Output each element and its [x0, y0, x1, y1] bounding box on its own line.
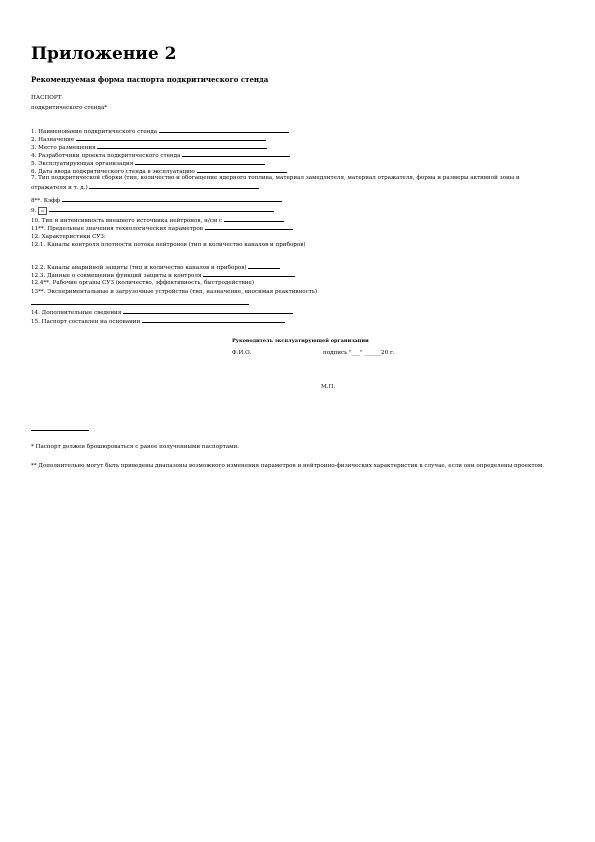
page-title: Приложение 2	[31, 44, 177, 64]
item-10-label: 10. Тип и интенсивность внешнего источника нейтронов, н/см с	[31, 218, 223, 224]
signature-date-label: подпись "___" ______20 г.	[323, 350, 395, 356]
item-8	[31, 195, 282, 205]
passport-subheading: подкритического стенда*	[31, 105, 108, 111]
image-placeholder-icon: ▫	[38, 207, 47, 215]
item-13: 13**. Экспериментальные и загрузочные устройства (тип, назначение, вносимая реактивность)	[31, 289, 318, 295]
item-5-field[interactable]	[135, 158, 265, 165]
item-15-label: 15. Паспорт составлен на основании	[31, 319, 141, 325]
item-10-field[interactable]	[224, 215, 284, 222]
item-12-2-label: 12.2. Каналы аварийной защиты (тип и количество каналов и приборов)	[31, 265, 247, 271]
item-6-field[interactable]	[197, 166, 287, 173]
item-4-field[interactable]	[182, 150, 290, 157]
item-14-label: 14. Дополнительные сведения	[31, 310, 122, 316]
item-12: 12. Характеристики СУЗ:	[31, 234, 106, 240]
item-5-label: 5. Эксплуатирующая организация	[31, 161, 134, 167]
item-9	[31, 205, 274, 215]
item-12-3-label: 12.3. Данные о совмещении функций защиты и контроля	[31, 273, 202, 279]
item-1-field[interactable]	[159, 126, 289, 133]
item-8-field[interactable]	[62, 195, 282, 202]
item-8-label: 8**. Кэфф	[31, 198, 60, 204]
passport-heading: ПАСПОРТ	[31, 95, 62, 101]
item-7-label: 7. Тип подкритической сборки (тип, количество и обогащение ядерного топлива, материал замедлителя, материал отражателя, форма и размеры активной зоны и отражателя и т. д.)	[31, 175, 520, 191]
item-15	[31, 316, 285, 326]
item-7-field[interactable]	[89, 182, 259, 189]
footnote-1: * Паспорт должен брошюроваться с ранее полученными паспортами.	[31, 444, 240, 450]
item-1-label: 1. Наименование подкритического стенда	[31, 129, 158, 135]
item-3-label: 3. Место размещения	[31, 145, 96, 151]
item-9-label: 9.	[31, 208, 37, 214]
fio-label: Ф.И.О.	[232, 350, 252, 356]
item-14-field[interactable]	[123, 307, 293, 314]
stamp-label: М.П.	[321, 384, 336, 390]
item-12-4: 12.4**. Рабочие органы СУЗ (количество, эффективность, быстродействие)	[31, 280, 255, 286]
footnote-divider	[31, 430, 89, 431]
item-13-field[interactable]	[31, 304, 249, 305]
item-12-3-field[interactable]	[203, 270, 295, 277]
form-subtitle: Рекомендуемая форма паспорта подкритического стенда	[31, 75, 269, 84]
item-12-1: 12.1. Каналы контроля плотности потока нейтронов (тип и количество каналов и приборов)	[31, 242, 306, 248]
item-4-label: 4. Разработчики проекта подкритического стенда	[31, 153, 181, 159]
item-9-field[interactable]	[49, 205, 274, 212]
item-11	[31, 223, 293, 233]
item-3-field[interactable]	[97, 142, 267, 149]
item-15-field[interactable]	[142, 316, 285, 323]
item-12-2-field[interactable]	[248, 262, 280, 269]
item-11-field[interactable]	[205, 223, 293, 230]
item-2-label: 2. Назначение	[31, 137, 75, 143]
item-6-label: 6. Дата ввода подкритического стенда в эксплуатацию	[31, 169, 195, 175]
org-head-label: Руководитель эксплуатирующей организации	[232, 338, 369, 344]
footnote-2: ** Дополнительно могут быть приведены диапазоны возможного изменения параметров и нейтронно-физических характеристик в случае, если они определены проектом.	[31, 463, 545, 469]
item-2-field[interactable]	[76, 134, 266, 141]
item-7	[31, 174, 551, 192]
item-11-label: 11**. Предельные значения технологических параметров	[31, 226, 203, 232]
